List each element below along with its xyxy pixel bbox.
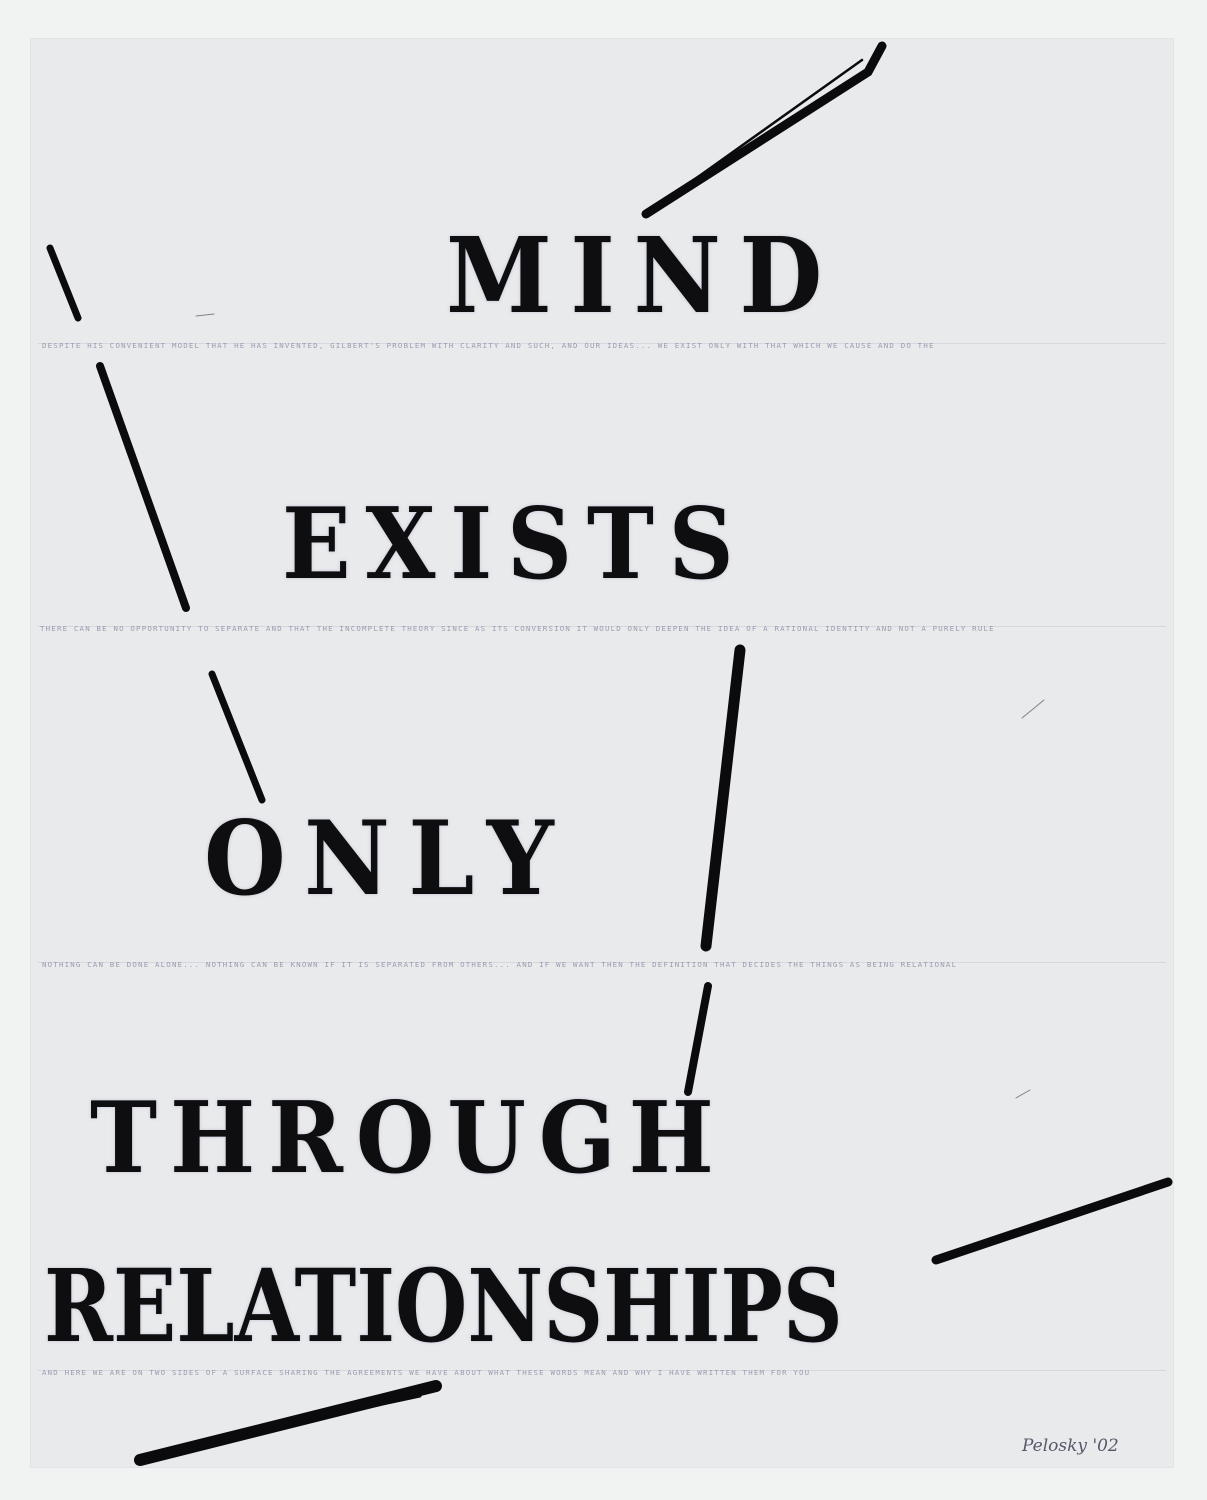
- brush-stroke-top-right-thin: [660, 60, 862, 204]
- brush-stroke-left-short: [50, 248, 78, 318]
- stencil-word-exists: EXISTS: [282, 487, 749, 602]
- pencil-tick-1: [1022, 700, 1044, 718]
- brush-stroke-center-vertical: [706, 650, 740, 946]
- brush-stroke-center-lower: [688, 986, 708, 1092]
- stencil-word-mind: MIND: [446, 214, 841, 337]
- handwritten-line-4: AND HERE WE ARE ON TWO SIDES OF A SURFACE SHARING THE AGREEMENTS WE HAVE ABOUT WHAT THESE WORDS MEAN AND WHY I HAVE WRITTEN THEM FOR YOU: [42, 1368, 811, 1377]
- brush-stroke-left-lower: [212, 674, 262, 800]
- handwritten-line-3: NOTHING CAN BE DONE ALONE... NOTHING CAN BE KNOWN IF IT IS SEPARATED FROM OTHERS... AND IF WE WANT THEN THE DEFINITION THAT DECIDES THE THINGS AS BEING RELATIONAL: [42, 960, 958, 969]
- brush-stroke-bottom-right: [936, 1182, 1168, 1260]
- artist-signature: Pelosky '02: [1022, 1436, 1119, 1456]
- pencil-tick-2: [1016, 1090, 1030, 1098]
- handwritten-line-2: THERE CAN BE NO OPPORTUNITY TO SEPARATE AND THAT THE INCOMPLETE THEORY SINCE AS ITS CONVERSION IT WOULD ONLY DEEPEN THE IDEA OF A RATIONAL IDENTITY AND NOT A PURELY RULE: [40, 624, 995, 633]
- stencil-word-relationships: RELATIONSHIPS: [44, 1247, 843, 1365]
- stencil-word-only: ONLY: [204, 799, 573, 919]
- handwritten-line-1: DESPITE HIS CONVENIENT MODEL THAT HE HAS INVENTED, GILBERT'S PROBLEM WITH CLARITY AND SUCH, AND OUR IDEAS... WE EXIST ONLY WITH THAT WHICH WE CAUSE AND DO THE: [42, 341, 935, 350]
- pencil-tick-3: [196, 314, 214, 316]
- brush-stroke-left-long: [100, 366, 186, 608]
- brush-stroke-bottom-left-thin: [160, 1396, 420, 1452]
- stencil-word-through: THROUGH: [90, 1081, 727, 1196]
